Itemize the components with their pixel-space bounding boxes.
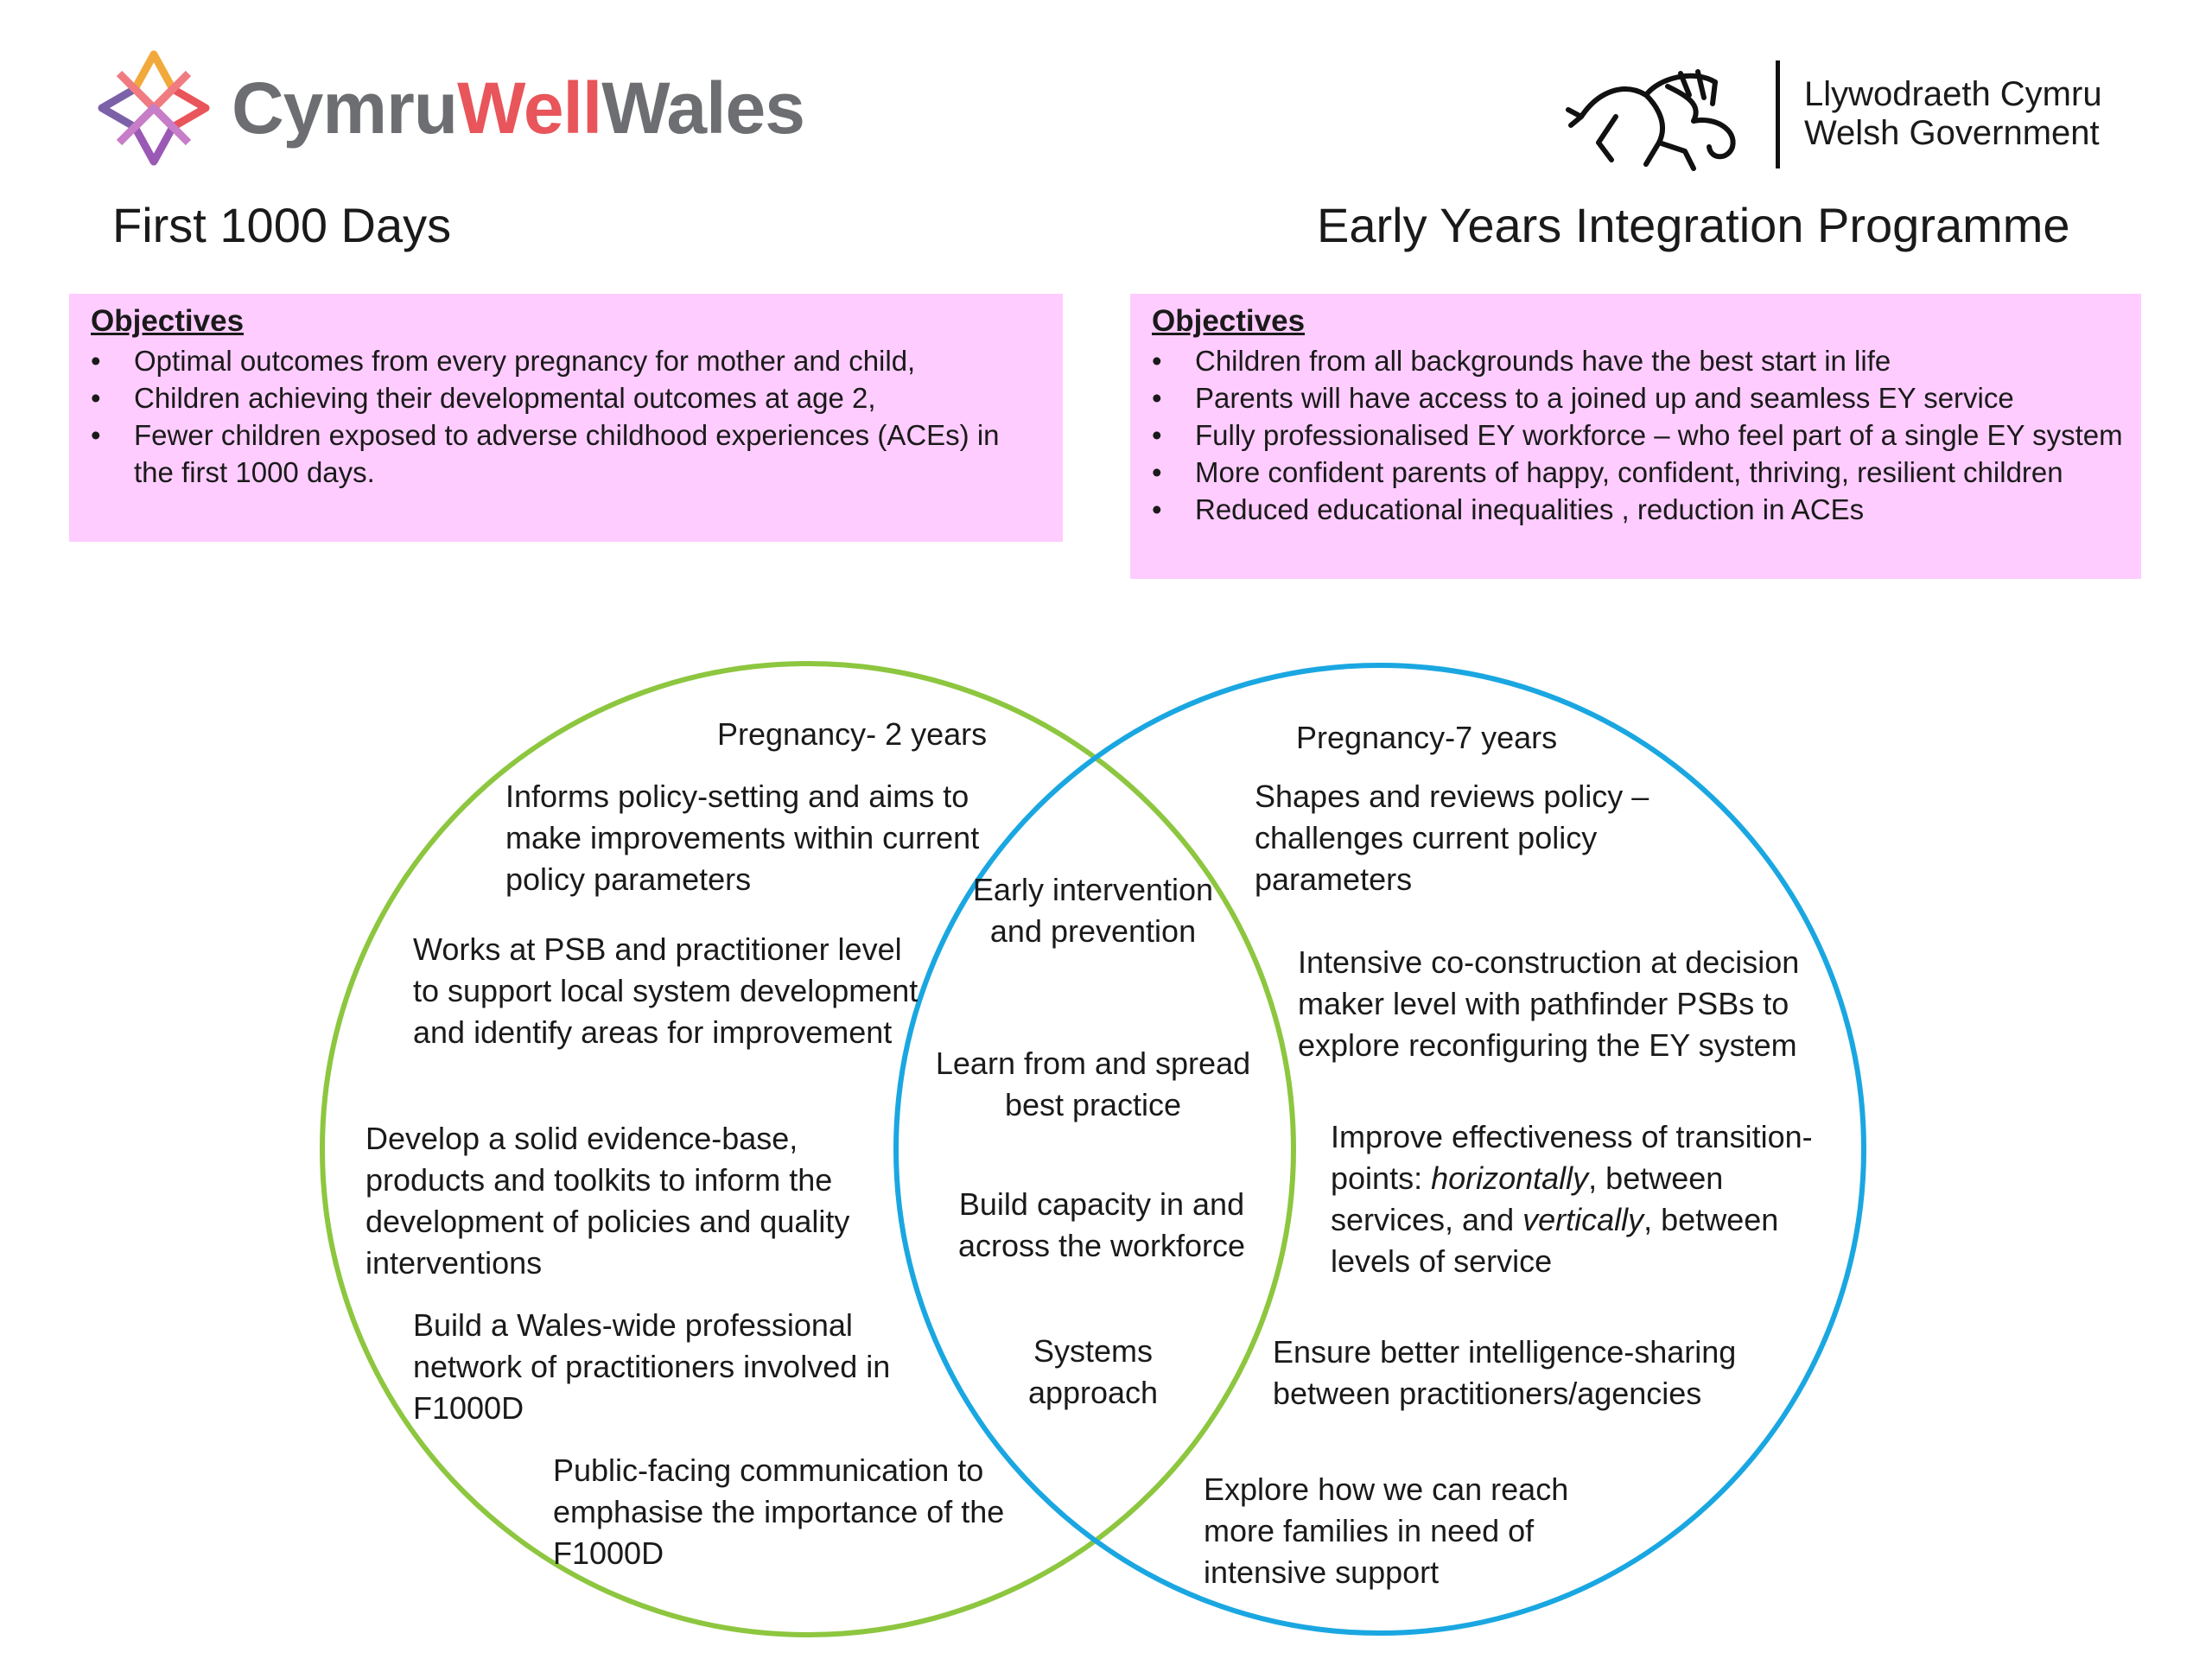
objective-item: • More confident parents of happy, confident, thriving, resilient children xyxy=(1152,454,2124,491)
overlap-item-systems: Systems approach xyxy=(1027,1333,1159,1410)
left-age-range: Pregnancy- 2 years xyxy=(717,716,988,752)
left-item-network: Build a Wales-wide professional network of practitioners involved in F1000D xyxy=(413,1307,891,1426)
title-first-1000-days: First 1000 Days xyxy=(112,198,452,252)
overlap-item-best-practice: Learn from and spread best practice xyxy=(935,1046,1251,1122)
right-item-co-construction: Intensive co-construction at decision maker level with pathfinder PSBs to explore reconfiguring the EY system xyxy=(1298,944,1800,1063)
left-item-evidence: Develop a solid evidence-base, products and toolkits to inform the development of policies and quality interventions xyxy=(365,1121,850,1281)
gov-name-english: Welsh Government xyxy=(1804,114,2100,152)
right-item-intelligence: Ensure better intelligence-sharing between practitioners/agencies xyxy=(1273,1334,1737,1411)
objective-item: • Fully professionalised EY workforce – who feel part of a single EY system xyxy=(1152,416,2124,454)
objective-item: • Optimal outcomes from every pregnancy for mother and child, xyxy=(91,342,1046,379)
right-item-reach-families: Explore how we can reach more families in need of intensive support xyxy=(1204,1471,1569,1590)
overlap-item-early-intervention: Early intervention and prevention xyxy=(972,872,1214,949)
objective-item: • Children from all backgrounds have the best start in life xyxy=(1152,342,2124,379)
objective-item: • Reduced educational inequalities , reduction in ACEs xyxy=(1152,491,2124,528)
left-item-psb: Works at PSB and practitioner level to support local system development and identify areas for improvement xyxy=(413,931,918,1050)
brand-name: CymruWellWales xyxy=(232,67,804,149)
objective-item: • Children achieving their developmental outcomes at age 2, xyxy=(91,379,1046,416)
left-item-policy: Informs policy-setting and aims to make improvements within current policy parameters xyxy=(505,779,980,897)
objective-item: • Fewer children exposed to adverse childhood experiences (ACEs) in the first 1000 days. xyxy=(91,416,1046,491)
right-age-range: Pregnancy-7 years xyxy=(1296,720,1558,755)
left-item-communication: Public-facing communication to emphasise the importance of the F1000D xyxy=(553,1452,1005,1571)
gov-name-welsh: Llywodraeth Cymru xyxy=(1804,75,2102,113)
right-item-transitions: Improve effectiveness of transition-points: horizontally, between services, and vertically, between levels of service xyxy=(1331,1119,1813,1279)
title-early-years-programme: Early Years Integration Programme xyxy=(1317,198,2070,252)
objectives-heading: Objectives xyxy=(1152,304,1306,338)
right-item-policy: Shapes and reviews policy – challenges current policy parameters xyxy=(1255,779,1649,897)
overlap-item-capacity: Build capacity in and across the workforce xyxy=(957,1186,1246,1263)
objectives-heading: Objectives xyxy=(91,304,245,338)
objective-item: • Parents will have access to a joined up and seamless EY service xyxy=(1152,379,2124,416)
